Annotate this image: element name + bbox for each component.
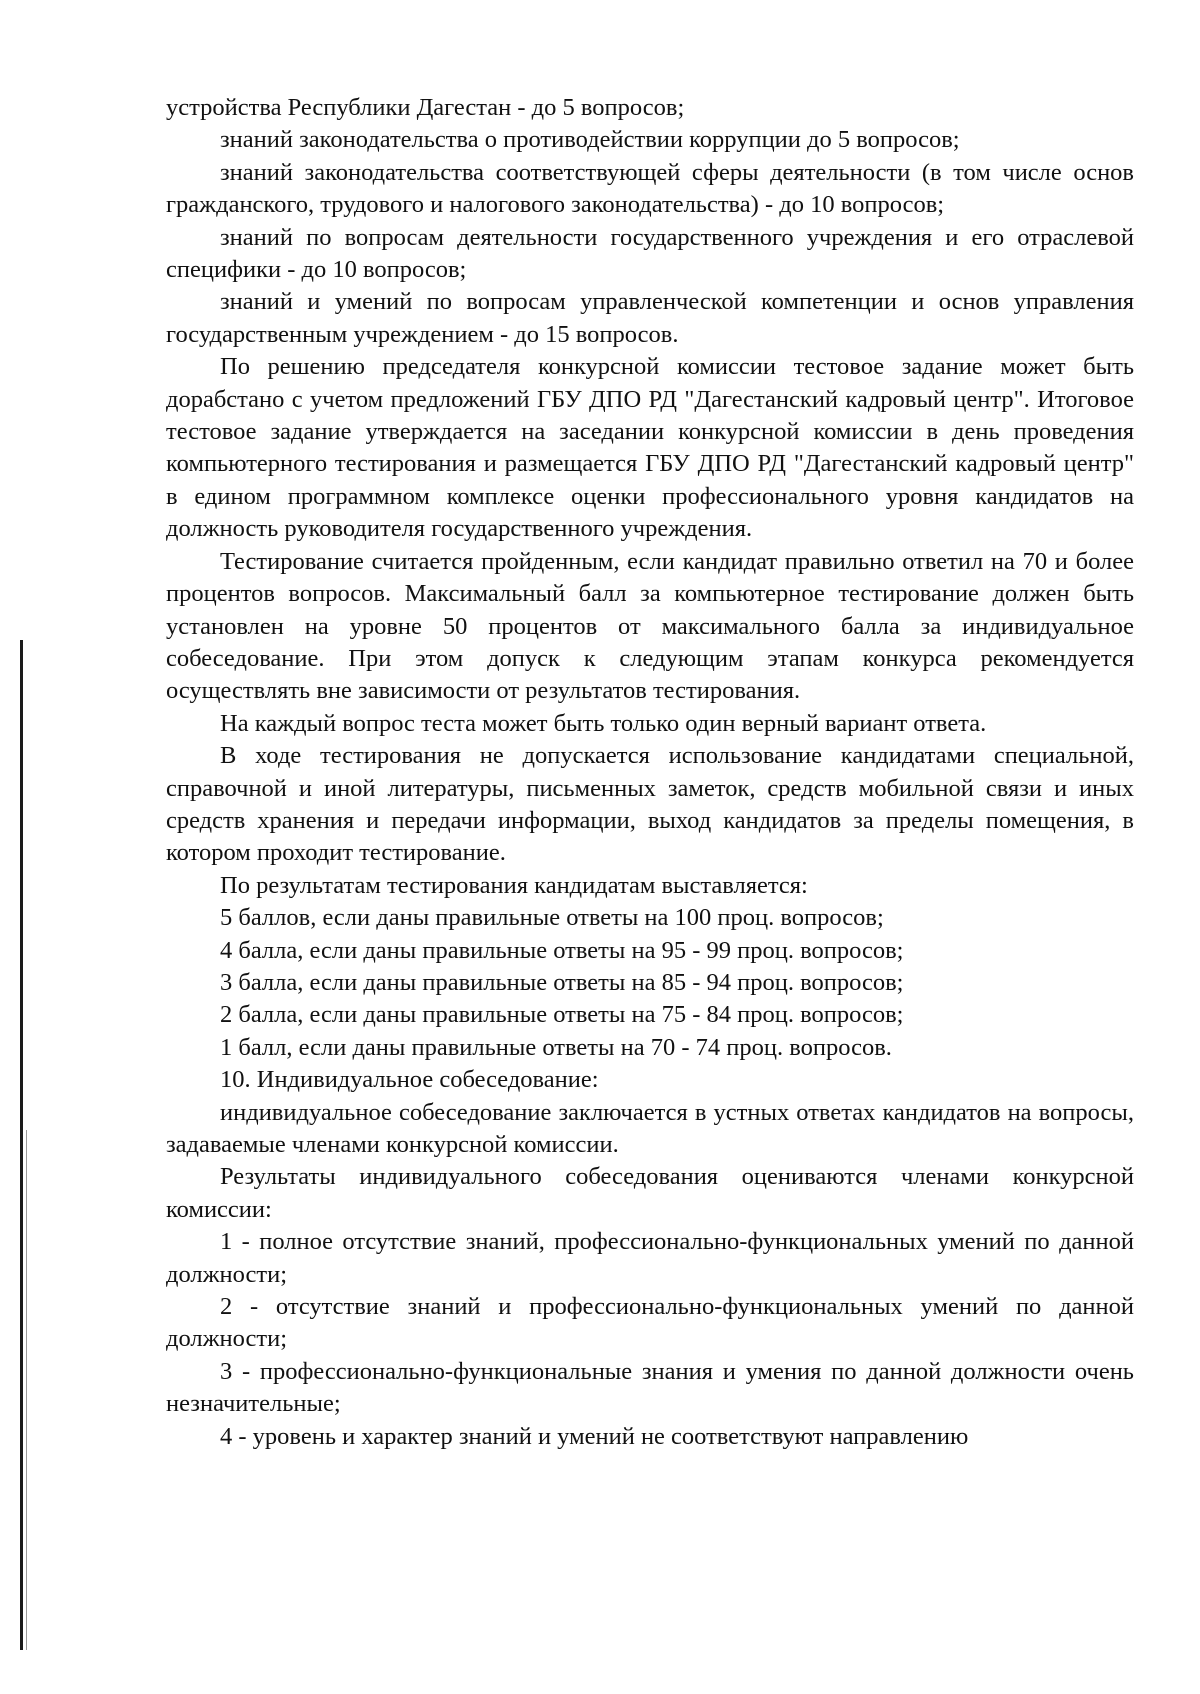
paragraph-score-3: 3 балла, если даны правильные ответы на 85 - 94 проц. вопросов;	[220, 968, 904, 996]
paragraph-management: знаний и умений по вопросам управленческой компетенции и основ управления государственным учреждением - до 15 вопросов.	[166, 288, 1134, 348]
scan-edge-line-faint	[26, 1130, 27, 1650]
scan-edge-line	[20, 640, 23, 1650]
paragraph-interview-evaluation: Результаты индивидуального собеседования оцениваются членами конкурсной комиссии:	[166, 1163, 1134, 1223]
paragraph-test-approval: По решению председателя конкурсной комиссии тестовое задание может быть дорабстано с учетом предложений ГБУ ДПО РД "Дагестанский кадровый центр". Итоговое тестовое задание утверждается на заседании конкурсной комиссии в день проведения компьютерного тестирования и размещается ГБУ ДПО РД "Дагестанский кадровый центр" в едином программном комплексе оценки профессионального уровня кандидатов на должность руководителя государственного учреждения.	[166, 353, 1134, 543]
paragraph-score-4: 4 балла, если даны правильные ответы на 95 - 99 проц. вопросов;	[220, 936, 904, 964]
paragraph-grade-3: 3 - профессионально-функциональные знания и умения по данной должности очень незначительные;	[166, 1357, 1134, 1418]
paragraph-score-1: 1 балл, если даны правильные ответы на 70 - 74 проц. вопросов.	[220, 1033, 892, 1061]
paragraph-grade-1: 1 - полное отсутствие знаний, профессионально-функциональных умений по данной должности;	[166, 1228, 1134, 1288]
document-body	[166, 92, 1134, 1453]
paragraph-test-passed: Тестирование считается пройденным, если кандидат правильно ответил на 70 и более процентов вопросов. Максимальный балл за компьютерное тестирование должен быть установлен на уровне 50 процентов от максимального балла за индивидуальное собеседование. При этом допуск к следующим этапам конкурса рекомендуется осуществлять вне зависимости от результатов тестирования.	[166, 547, 1134, 705]
paragraph-grade-4: 4 - уровень и характер знаний и умений не соответствуют направлению	[220, 1422, 969, 1450]
paragraph-one-answer: На каждый вопрос теста может быть только один верный вариант ответа.	[220, 709, 987, 737]
paragraph-test-rules: В ходе тестирования не допускается использование кандидатами специальной, справочной и иной литературы, письменных заметок, средств мобильной связи и иных средств хранения и передачи информации, выход кандидатов за пределы помещения, в котором проходит тестирование.	[166, 742, 1134, 867]
paragraph-scoring-intro: По результатам тестирования кандидатам выставляется:	[220, 871, 808, 899]
paragraph-institution-activity: знаний по вопросам деятельности государственного учреждения и его отраслевой специфики - до 10 вопросов;	[166, 223, 1134, 284]
section-heading-interview: 10. Индивидуальное собеседование:	[220, 1066, 599, 1094]
paragraph-interview-description: индивидуальное собеседование заключается в устных ответах кандидатов на вопросы, задаваемые членами конкурсной комиссии.	[166, 1098, 1134, 1158]
paragraph-continuation: устройства Республики Дагестан - до 5 вопросов;	[166, 94, 685, 121]
paragraph-score-5: 5 баллов, если даны правильные ответы на 100 проц. вопросов;	[220, 904, 884, 932]
paragraph-legislation: знаний законодательства соответствующей сферы деятельности (в том числе основ гражданского, трудового и налогового законодательства) - до 10 вопросов;	[166, 158, 1134, 219]
paragraph-anticorruption: знаний законодательства о противодействии коррупции до 5 вопросов;	[220, 126, 960, 154]
paragraph-score-2: 2 балла, если даны правильные ответы на 75 - 84 проц. вопросов;	[220, 1001, 904, 1029]
paragraph-grade-2: 2 - отсутствие знаний и профессионально-функциональных умений по данной должности;	[166, 1293, 1134, 1353]
